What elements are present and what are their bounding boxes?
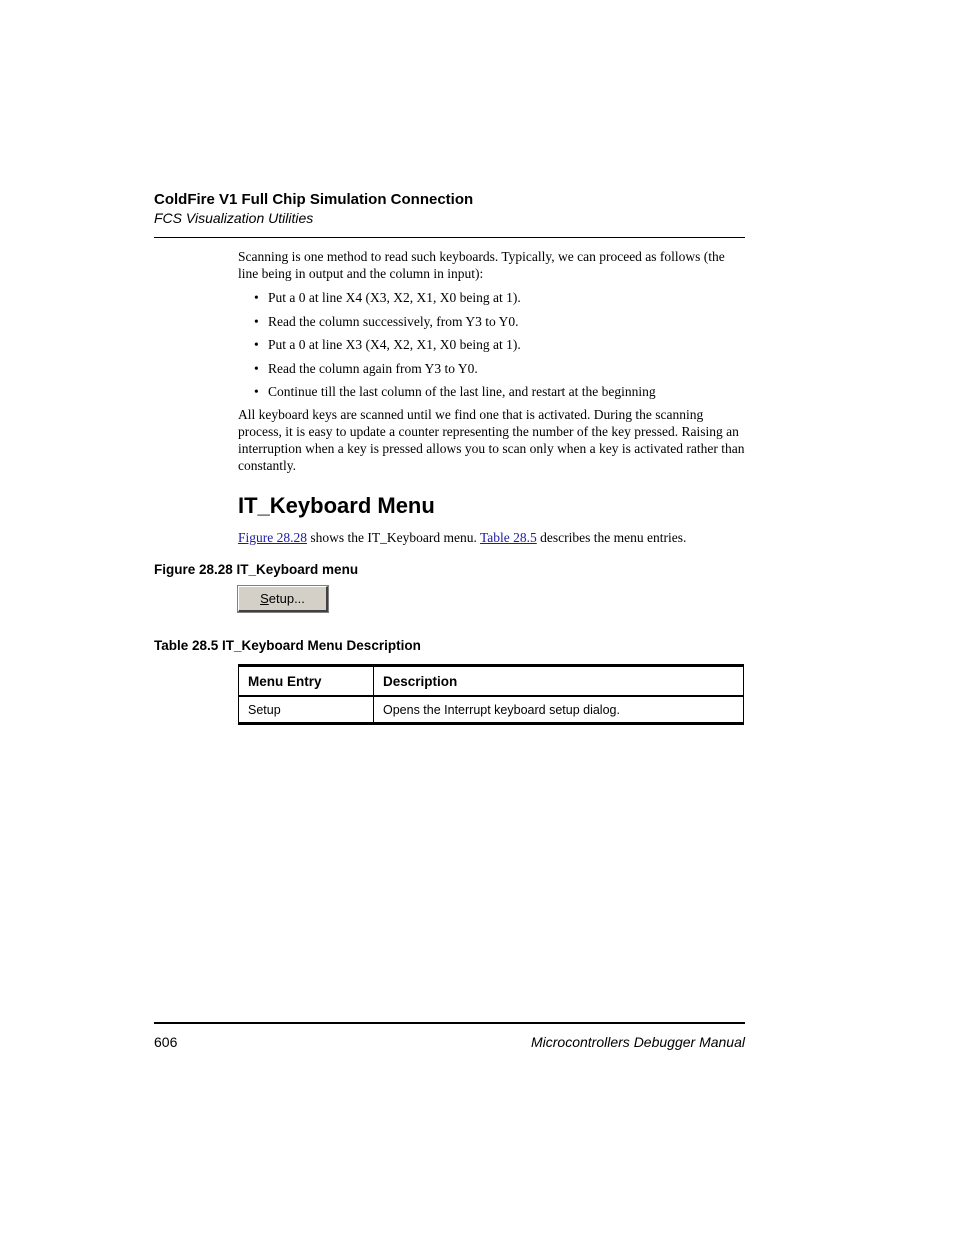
list-item-text: Continue till the last column of the last line, and restart at the beginning xyxy=(268,384,656,399)
bullet-icon: • xyxy=(254,360,259,376)
table-link[interactable]: Table 28.5 xyxy=(479,530,537,545)
section-intro-paragraph xyxy=(238,529,686,546)
list-item-text: Read the column successively, from Y3 to Y0. xyxy=(268,313,519,329)
intro-text-2: describes the menu entries. xyxy=(536,530,687,545)
column-header-menu-entry: Menu Entry xyxy=(239,666,374,697)
table-row xyxy=(239,696,744,724)
setup-button-mnemonic: S xyxy=(260,591,269,606)
list-item xyxy=(238,313,746,337)
bullet-icon: • xyxy=(254,290,259,305)
figure-link[interactable]: Figure 28.28 xyxy=(238,530,307,545)
setup-button[interactable] xyxy=(238,586,328,612)
bullet-icon: • xyxy=(254,337,259,352)
list-item xyxy=(238,336,746,360)
footer-rule xyxy=(154,1022,745,1024)
page-number: 606 xyxy=(154,1034,178,1050)
table-cell-description: Opens the Interrupt keyboard setup dialog. xyxy=(374,696,744,724)
figure-caption: Figure 28.28 IT_Keyboard menu xyxy=(154,562,359,577)
intro-paragraph: Scanning is one method to read such keyboards. Typically, we can proceed as follows (the line being in output and the column in input): xyxy=(238,249,725,281)
running-header-subtitle: FCS Visualization Utilities xyxy=(154,210,314,226)
header-rule xyxy=(154,237,745,238)
list-item xyxy=(238,289,746,313)
list-item-text: Put a 0 at line X3 (X4, X2, X1, X0 being at 1). xyxy=(268,337,521,352)
scanning-paragraph: All keyboard keys are scanned until we find one that is activated. During the scanning process, it is easy to update a counter representing the number of the key pressed. Raising an interruption when a key is pressed allows you to scan only when a key is activated rather than constantly. xyxy=(238,407,745,473)
setup-button-label: etup... xyxy=(268,591,305,606)
manual-title: Microcontrollers Debugger Manual xyxy=(531,1034,745,1050)
list-item xyxy=(238,360,746,384)
list-item-text: Put a 0 at line X4 (X3, X2, X1, X0 being at 1). xyxy=(268,290,521,305)
table-header-row xyxy=(239,666,744,697)
scan-steps-list xyxy=(238,289,746,407)
intro-text-1: shows the IT_Keyboard menu. xyxy=(307,530,480,545)
bullet-icon: • xyxy=(254,384,259,399)
section-heading: IT_Keyboard Menu xyxy=(238,493,435,518)
table-caption: Table 28.5 IT_Keyboard Menu Description xyxy=(154,638,421,653)
column-header-description: Description xyxy=(374,666,744,697)
list-item xyxy=(238,383,746,407)
menu-description-table xyxy=(238,664,744,725)
list-item-text: Read the column again from Y3 to Y0. xyxy=(268,360,478,376)
running-header-title: ColdFire V1 Full Chip Simulation Connection xyxy=(154,191,474,208)
bullet-icon: • xyxy=(254,313,259,329)
table-cell-menu-entry: Setup xyxy=(239,696,374,724)
